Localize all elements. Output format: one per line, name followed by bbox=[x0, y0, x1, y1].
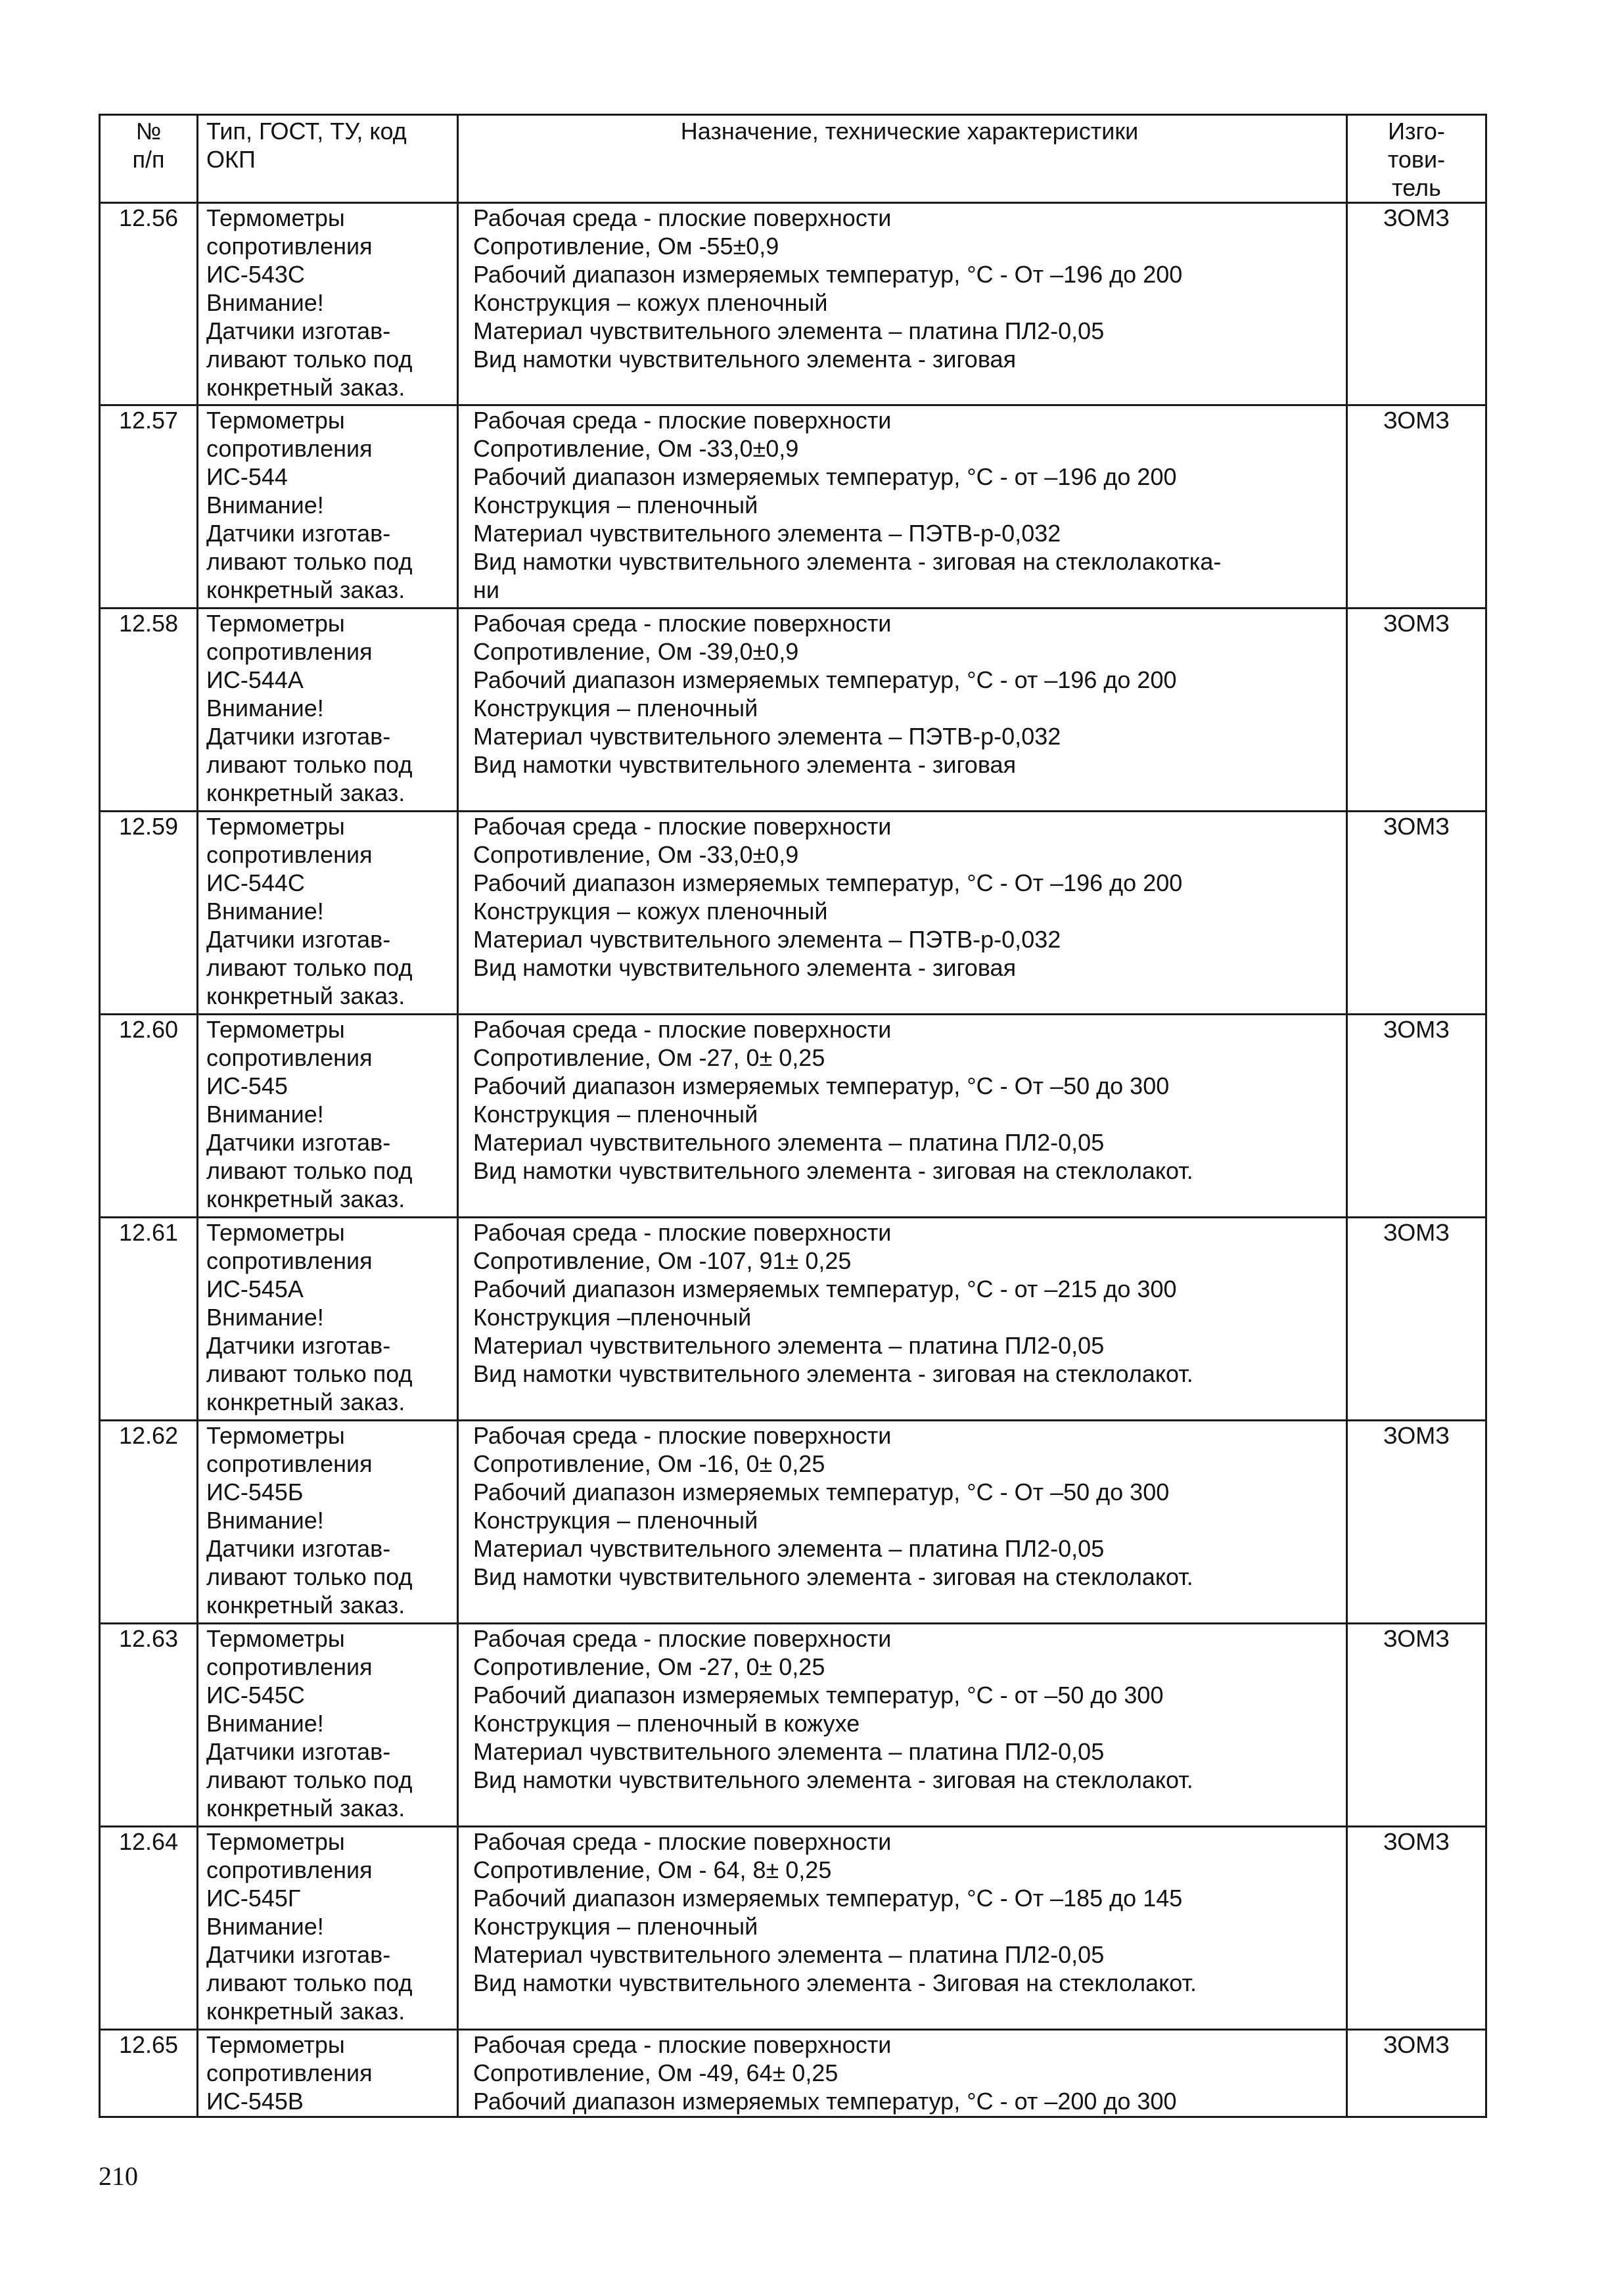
type-line: Внимание! bbox=[206, 1913, 324, 1940]
desc-line: Вид намотки чувствительного элемента - зиговая на стеклолакотка- bbox=[473, 548, 1222, 575]
type-line: конкретный заказ. bbox=[206, 576, 405, 603]
row-num: 12.64 bbox=[100, 1827, 198, 2030]
row-num: 12.59 bbox=[100, 812, 198, 1015]
desc-line: Рабочая среда - плоские поверхности bbox=[473, 813, 892, 840]
header-desc bbox=[458, 115, 1347, 203]
desc-line: Материал чувствительного элемента – платина ПЛ2-0,05 bbox=[473, 1535, 1105, 1562]
type-line: сопротивления bbox=[206, 1044, 373, 1071]
row-maker: ЗОМЗ bbox=[1347, 1827, 1486, 2030]
row-num: 12.65 bbox=[100, 2030, 198, 2117]
row-maker: ЗОМЗ bbox=[1347, 1624, 1486, 1827]
type-line: Внимание! bbox=[206, 695, 324, 722]
type-line: конкретный заказ. bbox=[206, 1795, 405, 1822]
desc-line: Рабочая среда - плоские поверхности bbox=[473, 1625, 892, 1652]
header-maker-line: тель bbox=[1392, 174, 1441, 201]
type-line: Датчики изготав- bbox=[206, 1738, 391, 1765]
type-line: ИС-545Б bbox=[206, 1479, 304, 1505]
table-row bbox=[100, 2030, 1486, 2117]
desc-line: Конструкция – пленочный в кожухе bbox=[473, 1710, 860, 1737]
type-line: ИС-544С bbox=[206, 869, 305, 896]
type-line: сопротивления bbox=[206, 841, 373, 868]
type-line: Внимание! bbox=[206, 1710, 324, 1737]
type-line: Внимание! bbox=[206, 289, 324, 316]
row-desc bbox=[458, 1218, 1347, 1421]
header-maker bbox=[1347, 115, 1486, 203]
desc-line: Сопротивление, Ом -55±0,9 bbox=[473, 233, 779, 260]
desc-line: Конструкция – пленочный bbox=[473, 1913, 758, 1940]
type-line: Датчики изготав- bbox=[206, 926, 391, 953]
type-line: конкретный заказ. bbox=[206, 374, 405, 401]
table-row bbox=[100, 812, 1486, 1015]
desc-line: Конструкция –пленочный bbox=[473, 1304, 752, 1331]
type-line: ливают только под bbox=[206, 1157, 413, 1184]
desc-line: ни bbox=[473, 576, 499, 603]
type-line: ливают только под bbox=[206, 1563, 413, 1590]
row-num: 12.58 bbox=[100, 608, 198, 812]
row-desc bbox=[458, 2030, 1347, 2117]
desc-line: Материал чувствительного элемента – платина ПЛ2-0,05 bbox=[473, 1332, 1105, 1359]
table-row bbox=[100, 203, 1486, 405]
desc-line: Сопротивление, Ом -16, 0± 0,25 bbox=[473, 1450, 825, 1477]
row-type bbox=[198, 1421, 458, 1624]
desc-line: Сопротивление, Ом -33,0±0,9 bbox=[473, 435, 799, 462]
type-line: ИС-544А bbox=[206, 666, 304, 693]
type-line: ИС-545С bbox=[206, 1682, 305, 1709]
desc-line: Рабочий диапазон измеряемых температур, °С - от –200 до 300 bbox=[473, 2088, 1177, 2115]
type-line: сопротивления bbox=[206, 1247, 373, 1274]
desc-line: Конструкция – пленочный bbox=[473, 1507, 758, 1534]
desc-line: Рабочая среда - плоские поверхности bbox=[473, 1828, 892, 1855]
row-maker: ЗОМЗ bbox=[1347, 1218, 1486, 1421]
type-line: ливают только под bbox=[206, 751, 413, 778]
desc-line: Вид намотки чувствительного элемента - зиговая bbox=[473, 346, 1017, 373]
table-row bbox=[100, 1624, 1486, 1827]
type-line: Датчики изготав- bbox=[206, 317, 391, 344]
desc-line: Вид намотки чувствительного элемента - зиговая bbox=[473, 751, 1017, 778]
type-line: ИС-544 bbox=[206, 463, 288, 490]
row-type bbox=[198, 203, 458, 405]
row-num: 12.63 bbox=[100, 1624, 198, 1827]
type-line: сопротивления bbox=[206, 638, 373, 665]
type-line: Термометры bbox=[206, 1422, 345, 1449]
type-line: ливают только под bbox=[206, 548, 413, 575]
desc-line: Рабочий диапазон измеряемых температур, °С - от –215 до 300 bbox=[473, 1275, 1177, 1302]
row-maker: ЗОМЗ bbox=[1347, 203, 1486, 405]
type-line: ИС-545А bbox=[206, 1275, 304, 1302]
desc-line: Вид намотки чувствительного элемента - зиговая на стеклолакот. bbox=[473, 1360, 1193, 1387]
type-line: Датчики изготав- bbox=[206, 1941, 391, 1968]
type-line: Термометры bbox=[206, 2031, 345, 2058]
type-line: Внимание! bbox=[206, 898, 324, 925]
table-header-row bbox=[100, 115, 1486, 203]
desc-line: Вид намотки чувствительного элемента - зиговая на стеклолакот. bbox=[473, 1766, 1193, 1793]
type-line: Термометры bbox=[206, 1016, 345, 1043]
desc-line: Сопротивление, Ом -33,0±0,9 bbox=[473, 841, 799, 868]
desc-line: Рабочая среда - плоские поверхности bbox=[473, 407, 892, 434]
desc-line: Рабочий диапазон измеряемых температур, °С - От –50 до 300 bbox=[473, 1479, 1170, 1505]
desc-line: Материал чувствительного элемента – платина ПЛ2-0,05 bbox=[473, 1129, 1105, 1156]
header-type-line: Тип, ГОСТ, ТУ, код bbox=[206, 118, 407, 145]
type-line: Термометры bbox=[206, 204, 345, 231]
row-maker: ЗОМЗ bbox=[1347, 1421, 1486, 1624]
desc-line: Вид намотки чувствительного элемента - зиговая на стеклолакот. bbox=[473, 1563, 1193, 1590]
table-row bbox=[100, 1827, 1486, 2030]
row-desc bbox=[458, 405, 1347, 608]
desc-line: Рабочая среда - плоские поверхности bbox=[473, 1422, 892, 1449]
desc-line: Рабочий диапазон измеряемых температур, °С - от –196 до 200 bbox=[473, 666, 1177, 693]
desc-line: Рабочая среда - плоские поверхности bbox=[473, 610, 892, 637]
type-line: конкретный заказ. bbox=[206, 1998, 405, 2025]
desc-line: Материал чувствительного элемента – ПЭТВ-р-0,032 bbox=[473, 520, 1061, 547]
desc-line: Сопротивление, Ом -27, 0± 0,25 bbox=[473, 1044, 825, 1071]
row-type bbox=[198, 1827, 458, 2030]
desc-line: Рабочий диапазон измеряемых температур, °С - От –196 до 200 bbox=[473, 261, 1183, 288]
header-type bbox=[198, 115, 458, 203]
type-line: конкретный заказ. bbox=[206, 1592, 405, 1619]
desc-line: Материал чувствительного элемента – ПЭТВ-р-0,032 bbox=[473, 926, 1061, 953]
desc-line: Материал чувствительного элемента – платина ПЛ2-0,05 bbox=[473, 317, 1105, 344]
desc-line: Материал чувствительного элемента – платина ПЛ2-0,05 bbox=[473, 1941, 1105, 1968]
row-desc bbox=[458, 608, 1347, 812]
desc-line: Сопротивление, Ом - 64, 8± 0,25 bbox=[473, 1856, 832, 1883]
type-line: Термометры bbox=[206, 610, 345, 637]
desc-line: Рабочий диапазон измеряемых температур, °С - От –185 до 145 bbox=[473, 1885, 1183, 1912]
row-desc bbox=[458, 1421, 1347, 1624]
type-line: Датчики изготав- bbox=[206, 1129, 391, 1156]
desc-line: Конструкция – кожух пленочный bbox=[473, 289, 828, 316]
row-type bbox=[198, 812, 458, 1015]
row-maker: ЗОМЗ bbox=[1347, 608, 1486, 812]
type-line: Датчики изготав- bbox=[206, 723, 391, 750]
type-line: Термометры bbox=[206, 813, 345, 840]
desc-line: Рабочая среда - плоские поверхности bbox=[473, 1016, 892, 1043]
row-desc bbox=[458, 1624, 1347, 1827]
desc-line: Сопротивление, Ом -49, 64± 0,25 bbox=[473, 2059, 838, 2086]
desc-line: Вид намотки чувствительного элемента - Зиговая на стеклолакот. bbox=[473, 1969, 1197, 1996]
row-num: 12.60 bbox=[100, 1015, 198, 1218]
type-line: сопротивления bbox=[206, 1653, 373, 1680]
row-desc bbox=[458, 812, 1347, 1015]
header-maker-line: Изго- bbox=[1388, 118, 1445, 145]
row-desc bbox=[458, 1015, 1347, 1218]
row-type bbox=[198, 1218, 458, 1421]
desc-line: Рабочая среда - плоские поверхности bbox=[473, 204, 892, 231]
type-line: Термометры bbox=[206, 1219, 345, 1246]
type-line: Термометры bbox=[206, 407, 345, 434]
row-maker: ЗОМЗ bbox=[1347, 405, 1486, 608]
desc-line: Сопротивление, Ом -107, 91± 0,25 bbox=[473, 1247, 852, 1274]
row-type bbox=[198, 608, 458, 812]
type-line: сопротивления bbox=[206, 233, 373, 260]
table-row bbox=[100, 405, 1486, 608]
type-line: ИС-545 bbox=[206, 1072, 288, 1099]
type-line: Внимание! bbox=[206, 492, 324, 518]
row-num: 12.57 bbox=[100, 405, 198, 608]
desc-line: Сопротивление, Ом -39,0±0,9 bbox=[473, 638, 799, 665]
row-type bbox=[198, 2030, 458, 2117]
header-num-line: п/п bbox=[132, 146, 165, 173]
type-line: Внимание! bbox=[206, 1507, 324, 1534]
row-maker: ЗОМЗ bbox=[1347, 1015, 1486, 1218]
row-num: 12.56 bbox=[100, 203, 198, 405]
type-line: ИС-543С bbox=[206, 261, 305, 288]
desc-line: Конструкция – пленочный bbox=[473, 695, 758, 722]
row-desc bbox=[458, 1827, 1347, 2030]
type-line: конкретный заказ. bbox=[206, 779, 405, 806]
row-type bbox=[198, 1015, 458, 1218]
type-line: Внимание! bbox=[206, 1101, 324, 1128]
header-num bbox=[100, 115, 198, 203]
type-line: сопротивления bbox=[206, 435, 373, 462]
row-type bbox=[198, 405, 458, 608]
desc-line: Материал чувствительного элемента – платина ПЛ2-0,05 bbox=[473, 1738, 1105, 1765]
type-line: ИС-545Г bbox=[206, 1885, 301, 1912]
type-line: ливают только под bbox=[206, 954, 413, 981]
type-line: сопротивления bbox=[206, 2059, 373, 2086]
row-desc bbox=[458, 203, 1347, 405]
desc-line: Рабочий диапазон измеряемых температур, °С - от –196 до 200 bbox=[473, 463, 1177, 490]
desc-line: Рабочий диапазон измеряемых температур, °С - от –50 до 300 bbox=[473, 1682, 1164, 1709]
type-line: Датчики изготав- bbox=[206, 1535, 391, 1562]
table-row bbox=[100, 608, 1486, 812]
header-num-line: № bbox=[135, 118, 162, 145]
table-row bbox=[100, 1015, 1486, 1218]
desc-line: Конструкция – пленочный bbox=[473, 492, 758, 518]
type-line: конкретный заказ. bbox=[206, 1389, 405, 1415]
row-num: 12.61 bbox=[100, 1218, 198, 1421]
type-line: Датчики изготав- bbox=[206, 520, 391, 547]
type-line: Термометры bbox=[206, 1828, 345, 1855]
desc-line: Сопротивление, Ом -27, 0± 0,25 bbox=[473, 1653, 825, 1680]
header-maker-line: тови- bbox=[1387, 146, 1446, 173]
type-line: Термометры bbox=[206, 1625, 345, 1652]
table-row bbox=[100, 1218, 1486, 1421]
desc-line: Рабочая среда - плоские поверхности bbox=[473, 1219, 892, 1246]
type-line: ливают только под bbox=[206, 1360, 413, 1387]
type-line: сопротивления bbox=[206, 1450, 373, 1477]
type-line: ИС-545В bbox=[206, 2088, 304, 2115]
desc-line: Вид намотки чувствительного элемента - зиговая на стеклолакот. bbox=[473, 1157, 1193, 1184]
type-line: сопротивления bbox=[206, 1856, 373, 1883]
desc-line: Рабочий диапазон измеряемых температур, °С - От –50 до 300 bbox=[473, 1072, 1170, 1099]
page-number: 210 bbox=[99, 2161, 138, 2191]
header-desc-line: Назначение, технические характеристики bbox=[680, 118, 1139, 145]
type-line: ливают только под bbox=[206, 1969, 413, 1996]
row-maker: ЗОМЗ bbox=[1347, 2030, 1486, 2117]
type-line: Датчики изготав- bbox=[206, 1332, 391, 1359]
row-num: 12.62 bbox=[100, 1421, 198, 1624]
desc-line: Материал чувствительного элемента – ПЭТВ-р-0,032 bbox=[473, 723, 1061, 750]
desc-line: Конструкция – кожух пленочный bbox=[473, 898, 828, 925]
desc-line: Рабочий диапазон измеряемых температур, °С - От –196 до 200 bbox=[473, 869, 1183, 896]
desc-line: Рабочая среда - плоские поверхности bbox=[473, 2031, 892, 2058]
desc-line: Вид намотки чувствительного элемента - зиговая bbox=[473, 954, 1017, 981]
type-line: конкретный заказ. bbox=[206, 1185, 405, 1212]
type-line: ливают только под bbox=[206, 1766, 413, 1793]
table-row bbox=[100, 1421, 1486, 1624]
row-maker: ЗОМЗ bbox=[1347, 812, 1486, 1015]
header-type-line: ОКП bbox=[206, 146, 256, 173]
type-line: Внимание! bbox=[206, 1304, 324, 1331]
type-line: конкретный заказ. bbox=[206, 982, 405, 1009]
spec-table bbox=[99, 114, 1487, 2118]
row-type bbox=[198, 1624, 458, 1827]
desc-line: Конструкция – пленочный bbox=[473, 1101, 758, 1128]
type-line: ливают только под bbox=[206, 346, 413, 373]
